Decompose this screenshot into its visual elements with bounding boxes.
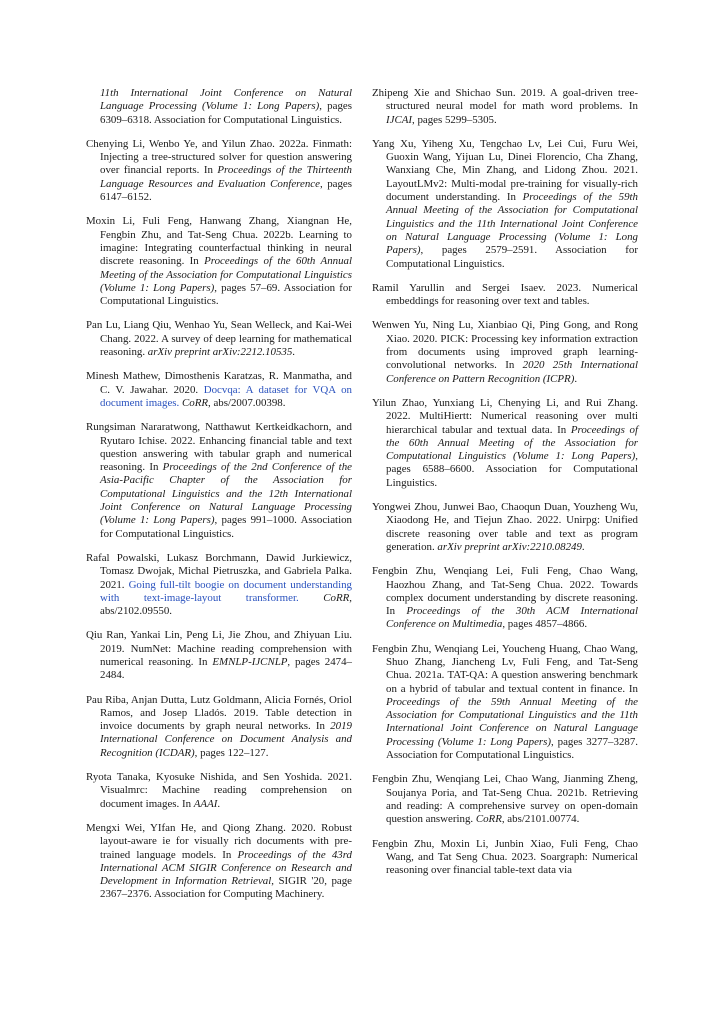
reference-entry: Ramil Yarullin and Sergei Isaev. 2023. Numerical embeddings for reasoning over text and tables. (372, 281, 638, 308)
references-left-column (86, 87, 352, 913)
reference-entry: 11th International Joint Conference on Natural Language Processing (Volume 1: Long Papers), pages 6309–6318. Association for Computational Linguistics. (100, 87, 352, 126)
reference-entry: Fengbin Zhu, Moxin Li, Junbin Xiao, Fuli Feng, Chao Wang, and Tat Seng Chua. 2023. Soargraph: Numerical reasoning over financial table-text data via (372, 837, 638, 877)
reference-entry: Moxin Li, Fuli Feng, Hanwang Zhang, Xiangnan He, Fengbin Zhu, and Tat-Seng Chua. 2022b. Learning to imagine: Integrating counterfactual thinking in neural discrete reasoning. In Proceedings of the 60th Annual Meeting of the Association for Computational Linguistics (Volume 1: Long Papers), pages 57–69. Association for Computational Linguistics. (86, 215, 352, 308)
reference-entry: Fengbin Zhu, Wenqiang Lei, Chao Wang, Jianming Zheng, Soujanya Poria, and Tat-Seng Chua. 2021b. Retrieving and reading: A comprehensive survey on open-domain question answering. CoRR, abs/2101.00774. (372, 773, 638, 826)
reference-entry: Yilun Zhao, Yunxiang Li, Chenying Li, and Rui Zhang. 2022. MultiHiertt: Numerical reasoning over multi hierarchical tabular and textual data. In Proceedings of the 60th Annual Meeting of the Association for Computational Linguistics (Volume 1: Long Papers), pages 6588–6600. Association for Computational Linguistics. (372, 396, 638, 489)
reference-entry: Fengbin Zhu, Wenqiang Lei, Fuli Feng, Chao Wang, Haozhou Zhang, and Tat-Seng Chua. 2022. Towards complex document understanding by discrete reasoning. In Proceedings of the 30th ACM International Conference on Multimedia, pages 4857–4866. (372, 565, 638, 631)
reference-entry: Minesh Mathew, Dimosthenis Karatzas, R. Manmatha, and C. V. Jawahar. 2020. Docvqa: A dataset for VQA on document images. CoRR, abs/2007.00398. (86, 370, 352, 409)
reference-entry: Yang Xu, Yiheng Xu, Tengchao Lv, Lei Cui, Furu Wei, Guoxin Wang, Yijuan Lu, Dinei Florencio, Cha Zhang, Wanxiang Che, Min Zhang, and Lidong Zhou. 2021. LayoutLMv2: Multi-modal pre-training for visually-rich document understanding. In Proceedings of the 59th Annual Meeting of the Association for Computational Linguistics and the 11th International Joint Conference on Natural Language Processing (Volume 1: Long Papers), pages 2579–2591. Association for Computational Linguistics. (372, 137, 638, 270)
reference-entry: Yongwei Zhou, Junwei Bao, Chaoqun Duan, Youzheng Wu, Xiaodong He, and Tiejun Zhao. 2022. Unirpg: Unified discrete reasoning over table and text as program generation. arXiv preprint arXiv:2210.08249. (372, 501, 638, 553)
reference-entry: Fengbin Zhu, Wenqiang Lei, Youcheng Huang, Chao Wang, Shuo Zhang, Jiancheng Lv, Fuli Feng, and Tat-Seng Chua. 2021a. TAT-QA: A question answering benchmark on a hybrid of tabular and textual content in finance. In Proceedings of the 59th Annual Meeting of the Association for Computational Linguistics and the 11th International Joint Conference on Natural Language Processing (Volume 1: Long Papers), pages 3277–3287. Association for Computational Linguistics. (372, 642, 639, 762)
reference-entry: Ryota Tanaka, Kyosuke Nishida, and Sen Yoshida. 2021. Visualmrc: Machine reading comprehension on document images. In AAAI. (86, 771, 352, 810)
references-right-column (372, 87, 638, 888)
reference-entry: Zhipeng Xie and Shichao Sun. 2019. A goal-driven tree-structured neural model for math word problems. In IJCAI, pages 5299–5305. (372, 87, 638, 126)
reference-link[interactable]: Docvqa: A dataset for VQA on document images. (100, 383, 352, 409)
reference-entry: Pan Lu, Liang Qiu, Wenhao Yu, Sean Welleck, and Kai-Wei Chang. 2022. A survey of deep learning for mathematical reasoning. arXiv preprint arXiv:2212.10535. (86, 319, 352, 359)
reference-link[interactable]: Going full-tilt boogie on document understanding with text-image-layout transformer. (100, 578, 352, 604)
reference-entry: Mengxi Wei, YIfan He, and Qiong Zhang. 2020. Robust layout-aware ie for visually rich documents with pre-trained language models. In Proceedings of the 43rd International ACM SIGIR Conference on Research and Development in Information Retrieval, SIGIR '20, page 2367–2376. Association for Computing Machinery. (86, 821, 353, 901)
reference-entry: Pau Riba, Anjan Dutta, Lutz Goldmann, Alicia Fornés, Oriol Ramos, and Josep Lladós. 2019. Table detection in invoice documents by graph neural networks. In 2019 International Conference on Document Analysis and Recognition (ICDAR), pages 122–127. (86, 693, 352, 759)
reference-entry: Rafal Powalski, Lukasz Borchmann, Dawid Jurkiewicz, Tomasz Dwojak, Michal Pietruszka, and Gabriela Palka. 2021. Going full-tilt boogie on document understanding with text-image-layout transformer. CoRR, abs/2102.09550. (86, 551, 352, 618)
reference-entry: Wenwen Yu, Ning Lu, Xianbiao Qi, Ping Gong, and Rong Xiao. 2020. PICK: Processing key information extraction from documents using improved graph learning-convolutional networks. In 2020 25th International Conference on Pattern Recognition (ICPR). (372, 319, 638, 385)
reference-entry: Chenying Li, Wenbo Ye, and Yilun Zhao. 2022a. Finmath: Injecting a tree-structured solver for question answering over financial reports. In Proceedings of the Thirteenth Language Resources and Evaluation Conference, pages 6147–6152. (86, 137, 352, 204)
reference-entry: Rungsiman Nararatwong, Natthawut Kertkeidkachorn, and Ryutaro Ichise. 2022. Enhancing financial table and text question answering with tabular graph and numerical reasoning. In Proceedings of the 2nd Conference of the Asia-Pacific Chapter of the Association for Computational Linguistics and the 12th International Joint Conference on Natural Language Processing (Volume 1: Long Papers), pages 991–1000. Association for Computational Linguistics. (86, 421, 352, 540)
reference-entry: Qiu Ran, Yankai Lin, Peng Li, Jie Zhou, and Zhiyuan Liu. 2019. NumNet: Machine reading comprehension with numerical reasoning. In EMNLP-IJCNLP, pages 2474–2484. (86, 629, 352, 682)
